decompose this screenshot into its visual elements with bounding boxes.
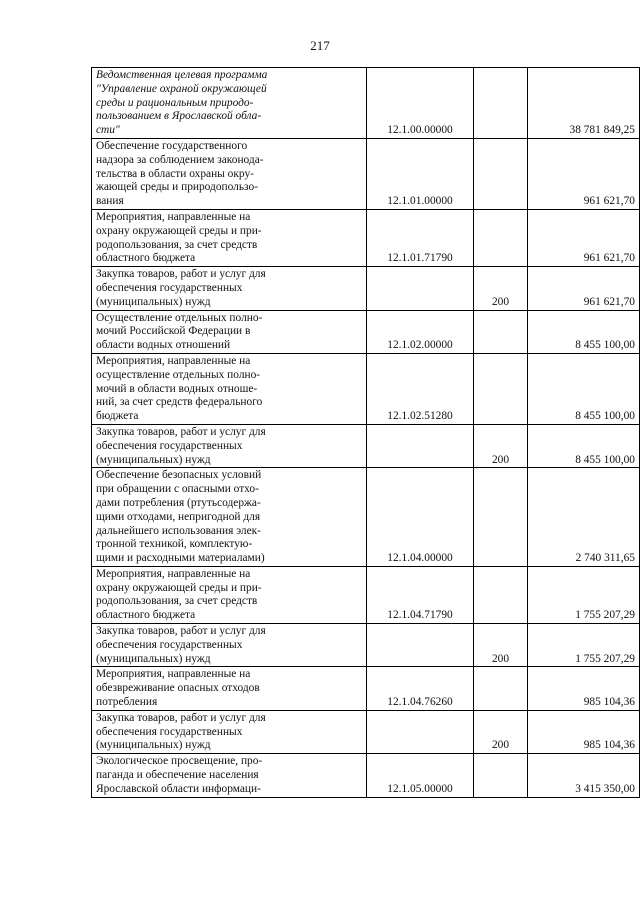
row-sum-cell: 961 621,70 — [528, 138, 640, 209]
row-vr-cell — [474, 310, 528, 353]
table-row — [92, 468, 640, 567]
row-name-cell: Мероприятия, направленные на обезвреживание опасных отходов потребления — [92, 667, 367, 710]
row-code-cell — [367, 624, 474, 667]
row-code-cell: 12.1.02.51280 — [367, 353, 474, 424]
row-name-cell: Закупка товаров, работ и услуг для обеспечения государственных (муниципальных) нужд — [92, 624, 367, 667]
row-code-cell: 12.1.05.00000 — [367, 754, 474, 797]
table-row — [92, 424, 640, 467]
row-vr-cell — [474, 209, 528, 266]
table-row — [92, 624, 640, 667]
row-vr-cell — [474, 667, 528, 710]
row-name-cell: Мероприятия, направленные на охрану окружающей среды и при- родопользования, за счет средств областного бюджета — [92, 209, 367, 266]
row-sum-cell: 38 781 849,25 — [528, 68, 640, 139]
row-name-cell: Закупка товаров, работ и услуг для обеспечения государственных (муниципальных) нужд — [92, 424, 367, 467]
row-vr-cell — [474, 754, 528, 797]
table-row — [92, 209, 640, 266]
row-sum-cell: 1 755 207,29 — [528, 624, 640, 667]
row-name-cell: Мероприятия, направленные на охрану окружающей среды и при- родопользования, за счет средств областного бюджета — [92, 566, 367, 623]
table-row — [92, 566, 640, 623]
row-code-cell: 12.1.00.00000 — [367, 68, 474, 139]
row-vr-cell: 200 — [474, 624, 528, 667]
page-number: 217 — [310, 38, 330, 53]
row-code-cell: 12.1.04.71790 — [367, 566, 474, 623]
row-sum-cell: 1 755 207,29 — [528, 566, 640, 623]
row-sum-cell: 8 455 100,00 — [528, 310, 640, 353]
row-vr-cell: 200 — [474, 267, 528, 310]
row-name-cell: Обеспечение государственного надзора за соблюдением законода- тельства в области охраны окру- жающей среды и природопользо- вания — [92, 138, 367, 209]
row-code-cell: 12.1.01.71790 — [367, 209, 474, 266]
row-code-cell — [367, 267, 474, 310]
budget-table — [91, 67, 640, 798]
row-name-cell: Ведомственная целевая программа "Управление охраной окружающей среды и рациональным природо- пользованием в Ярославской обла- сти" — [92, 68, 367, 139]
row-vr-cell: 200 — [474, 424, 528, 467]
table-row — [92, 353, 640, 424]
row-name-cell: Осуществление отдельных полно- мочий Российской Федерации в области водных отношений — [92, 310, 367, 353]
row-vr-cell — [474, 353, 528, 424]
row-name-cell: Экологическое просвещение, про- паганда и обеспечение населения Ярославской области информаци- — [92, 754, 367, 797]
row-name-cell: Мероприятия, направленные на осуществление отдельных полно- мочий в области водных отноше- ний, за счет средств федерального бюджета — [92, 353, 367, 424]
table-row — [92, 68, 640, 139]
row-vr-cell: 200 — [474, 710, 528, 753]
budget-table-body — [92, 68, 640, 798]
table-row — [92, 754, 640, 797]
row-sum-cell: 8 455 100,00 — [528, 424, 640, 467]
row-code-cell — [367, 424, 474, 467]
table-row — [92, 310, 640, 353]
row-vr-cell — [474, 138, 528, 209]
row-sum-cell: 961 621,70 — [528, 267, 640, 310]
table-row — [92, 667, 640, 710]
row-sum-cell: 8 455 100,00 — [528, 353, 640, 424]
row-vr-cell — [474, 566, 528, 623]
row-name-cell: Закупка товаров, работ и услуг для обеспечения государственных (муниципальных) нужд — [92, 267, 367, 310]
row-code-cell: 12.1.01.00000 — [367, 138, 474, 209]
row-sum-cell: 985 104,36 — [528, 710, 640, 753]
row-code-cell: 12.1.04.00000 — [367, 468, 474, 567]
table-row — [92, 267, 640, 310]
row-sum-cell: 2 740 311,65 — [528, 468, 640, 567]
table-row — [92, 710, 640, 753]
row-sum-cell: 985 104,36 — [528, 667, 640, 710]
row-sum-cell: 961 621,70 — [528, 209, 640, 266]
row-name-cell: Обеспечение безопасных условий при обращении с опасными отхо- дами потребления (ртутьсодержа- щими отходами, непригодной для дальнейшего использования элек- тронной техникой, комплектую- щими и расходными материалами) — [92, 468, 367, 567]
row-code-cell — [367, 710, 474, 753]
table-row — [92, 138, 640, 209]
row-code-cell: 12.1.04.76260 — [367, 667, 474, 710]
row-name-cell: Закупка товаров, работ и услуг для обеспечения государственных (муниципальных) нужд — [92, 710, 367, 753]
row-vr-cell — [474, 468, 528, 567]
row-vr-cell — [474, 68, 528, 139]
row-sum-cell: 3 415 350,00 — [528, 754, 640, 797]
row-code-cell: 12.1.02.00000 — [367, 310, 474, 353]
